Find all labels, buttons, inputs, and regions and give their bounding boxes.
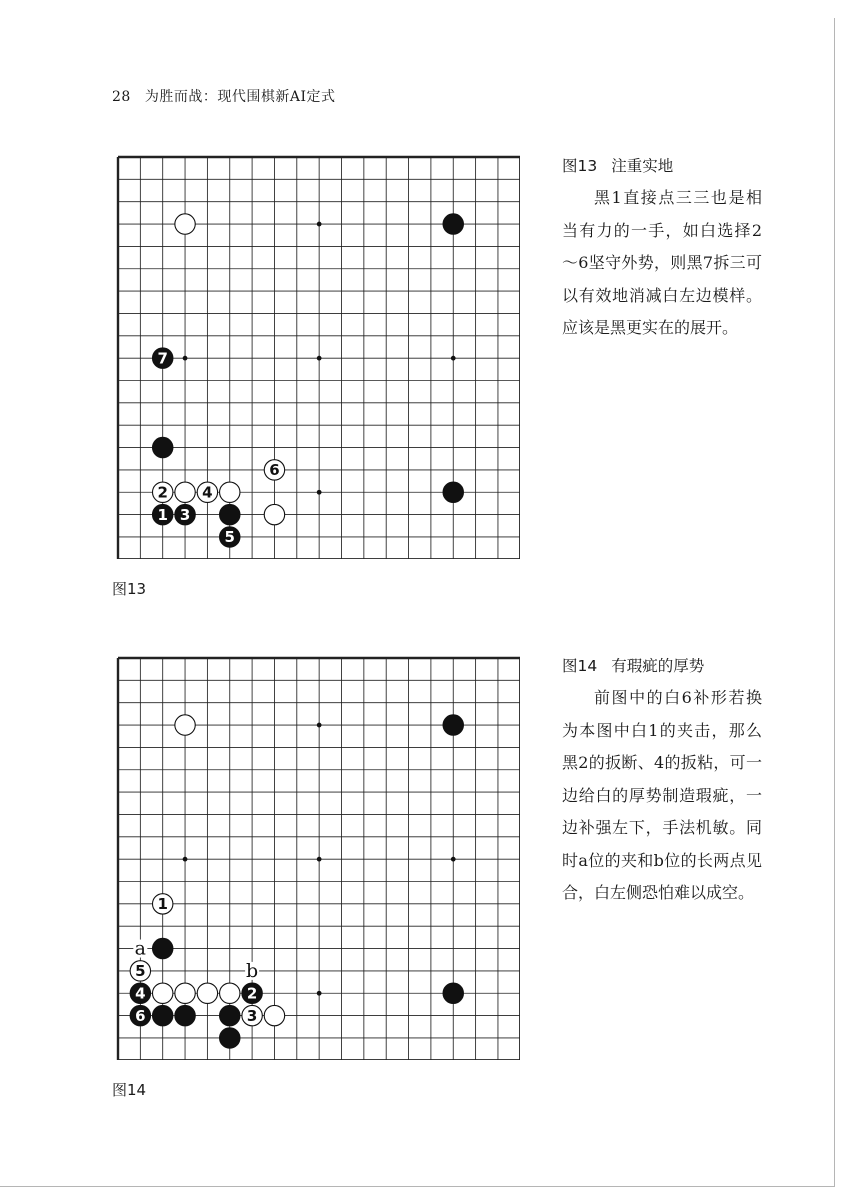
commentary-text: 黑1直接点三三也是相当有力的一手，如白选择2～6坚守外势，则黑7拆三可以有效地消减白左边模样。应该是黑更实在的展开。 [562,188,762,337]
move-number-label: 3 [179,505,191,524]
commentary-figure-label: 图14 [562,657,598,675]
star-point [451,857,456,862]
page-number: 28 [112,89,131,105]
star-point [317,222,322,227]
page-header [112,86,335,106]
commentary-title: 有瑕疵的厚势 [611,657,705,675]
commentary-heading [562,654,762,676]
move-number-label: 5 [224,528,235,547]
move-number-label: 2 [157,483,168,502]
book-title: 为胜而战：现代围棋新AI定式 [144,89,336,105]
go-board-diagram-14 [116,656,520,1060]
commentary-13 [562,154,762,345]
point-mark-b: b [246,959,259,982]
star-point [451,356,456,361]
commentary-14 [562,654,762,910]
white-stone [175,482,195,502]
white-stone [220,482,240,502]
white-stone [175,214,195,234]
white-stone [175,715,195,735]
star-point [317,857,322,862]
move-number-label: 5 [135,962,146,981]
go-board-diagram-13 [116,155,520,559]
black-stone [153,1005,173,1025]
move-number-label: 6 [269,461,280,480]
commentary-title: 注重实地 [611,157,674,175]
move-number-label: 4 [202,483,213,502]
black-stone [220,504,240,524]
black-stone [153,938,173,958]
black-stone [443,715,463,735]
white-stone [220,983,240,1003]
star-point [183,857,188,862]
white-stone [264,1005,284,1025]
black-stone [443,214,463,234]
move-number-label: 7 [157,349,168,368]
black-stone [220,1028,240,1048]
white-stone [153,983,173,1003]
move-number-label: 2 [246,984,258,1003]
move-number-label: 4 [135,984,146,1003]
move-number-label: 6 [135,1006,146,1025]
white-stone [175,983,195,1003]
black-stone [153,437,173,457]
move-number-label: 1 [157,895,168,914]
white-stone [197,983,217,1003]
go-board-svg [116,155,520,559]
star-point [317,723,322,728]
black-stone [175,1005,195,1025]
star-point [317,991,322,996]
figure-caption-13: 图13 [112,580,147,598]
page-frame-bottom-border [0,1186,835,1187]
figure-caption-14: 图14 [112,1081,147,1099]
black-stone [443,983,463,1003]
move-number-label: 3 [246,1006,258,1025]
black-stone [220,1005,240,1025]
go-board-svg [116,656,520,1060]
point-mark-a: a [134,937,147,960]
black-stone [443,482,463,502]
star-point [183,356,188,361]
white-stone [264,504,284,524]
star-point [317,356,322,361]
move-number-label: 1 [157,505,168,524]
commentary-text: 前图中的白6补形若换为本图中白1的夹击，那么黑2的扳断、4的扳粘，可一边给白的厚势制造瑕疵，一边补强左下，手法机敏。同时a位的夹和b位的长两点见合，白左侧恐怕难以成空。 [562,688,762,902]
page-frame-right-border [834,18,835,1186]
commentary-heading [562,154,762,176]
commentary-figure-label: 图13 [562,157,598,175]
star-point [317,490,322,495]
